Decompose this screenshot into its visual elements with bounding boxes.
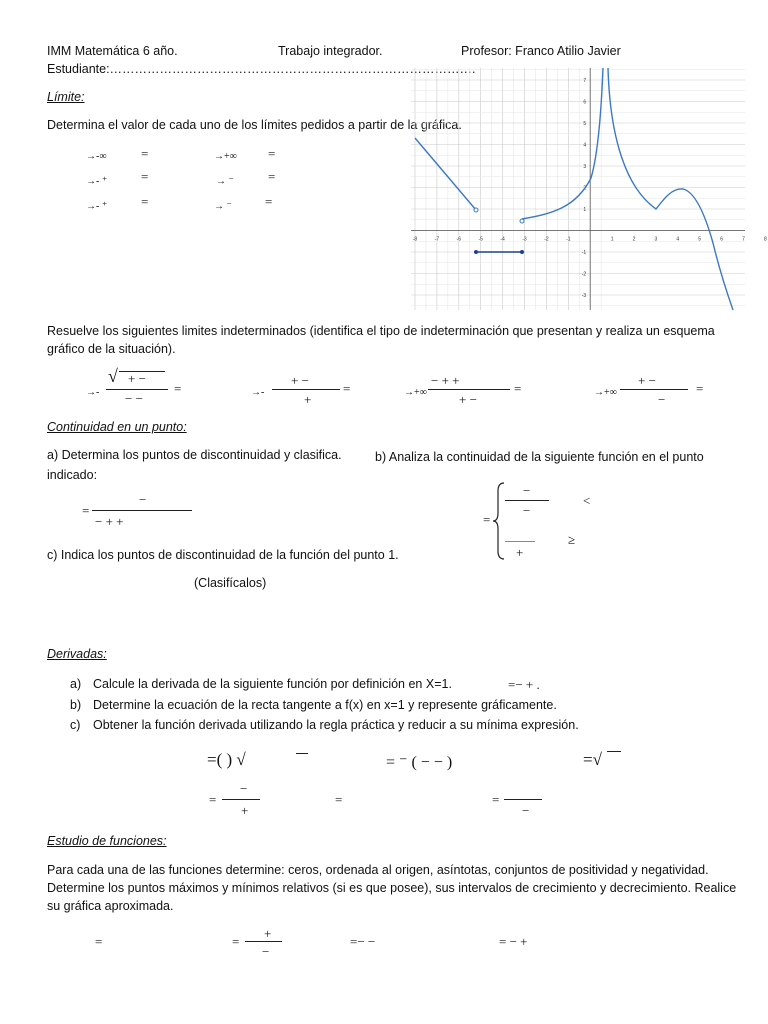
indet-3-arrow: →+∞	[404, 387, 427, 398]
cont-frac-num: −	[139, 492, 147, 507]
indet-2-eq: =	[343, 381, 351, 396]
x-tick-label: -1	[566, 236, 571, 243]
x-tick-label: 4	[676, 236, 680, 243]
student-line: Estudiante:…………………………………………………………………………….	[47, 62, 476, 76]
teacher-name: Profesor: Franco Atilio Javier	[461, 44, 621, 58]
piece-1-den: −	[523, 503, 531, 518]
limit-eq: =	[141, 194, 149, 209]
deriv-expr-1: =( ) √	[207, 750, 246, 769]
y-tick-label: 1	[583, 207, 587, 213]
indet-4-frac-bar	[620, 389, 688, 390]
limit-eq: =	[265, 194, 273, 209]
graph-open-point	[520, 219, 524, 223]
x-tick-label: 8	[764, 236, 767, 243]
course-title: IMM Matemática 6 año.	[47, 44, 178, 58]
indet-3-eq: =	[514, 381, 522, 396]
deriv-expr-4-den: +	[241, 803, 249, 818]
continuidad-b: b) Analiza la continuidad de la siguiente función en el punto indicado:	[47, 450, 704, 482]
derivadas-item-c: Obtener la función derivada utilizando la regla práctica y reducir a su mínima expresión.	[93, 718, 579, 732]
indet-1-eq: =	[174, 381, 182, 396]
x-tick-label: -8	[412, 236, 418, 243]
limit-arrow: →- ⁺	[86, 176, 108, 187]
indet-4-eq: =	[696, 381, 704, 396]
x-tick-label: -5	[478, 236, 483, 243]
x-tick-label: 3	[654, 236, 658, 243]
piece-1-cond: <	[583, 493, 591, 508]
limite-heading: Límite:	[47, 90, 85, 104]
limit-eq: =	[141, 146, 149, 161]
graph-open-point	[474, 208, 478, 212]
piecewise-brace	[492, 481, 506, 561]
cont-eq: =	[82, 503, 90, 518]
y-tick-label: -2	[581, 271, 587, 278]
estudio-expr-2-num: +	[264, 926, 272, 941]
indet-3-frac-bar	[428, 389, 510, 390]
graph-closed-point	[474, 250, 478, 254]
deriv-expr-6-den: −	[522, 803, 530, 818]
limit-eq: =	[268, 169, 276, 184]
x-tick-label: -4	[500, 236, 505, 243]
deriv-expr-5-eq: =	[335, 792, 343, 807]
limit-arrow: →- ⁺	[86, 201, 108, 212]
deriv-expr-3: =√	[583, 750, 602, 769]
graph-closed-point	[520, 250, 524, 254]
x-tick-label: 2	[632, 236, 636, 243]
deriv-expr-4-num: −	[240, 781, 248, 796]
estudio-expr-3: =− −	[350, 934, 376, 949]
y-tick-label: -3	[581, 293, 587, 299]
y-tick-label: 7	[583, 78, 587, 84]
derivadas-item-b: Determine la ecuación de la recta tangente a f(x) en x=1 y represente gráficamente.	[93, 698, 557, 712]
y-tick-label: 2	[583, 185, 587, 192]
indet-1-den: − −	[125, 391, 143, 406]
derivadas-heading: Derivadas:	[47, 647, 107, 661]
piece-1-bar	[505, 500, 549, 501]
cont-frac-den: − + +	[95, 514, 124, 529]
limite-instruction: Determina el valor de cada uno de los límites pedidos a partir de la gráfica.	[47, 118, 462, 132]
limit-arrow: →+∞	[214, 151, 237, 162]
indet-2-num: + −	[291, 373, 309, 388]
estudio-expr-4: = − +	[499, 934, 528, 949]
piecewise-eq: =	[483, 512, 491, 527]
indet-1-arrow: →-	[86, 387, 100, 398]
deriv-expr-2: = ⁻ ( − − )	[386, 754, 453, 771]
limit-arrow: →-∞	[86, 151, 107, 162]
continuidad-a: a) Determina los puntos de discontinuidad y clasifica.	[47, 448, 342, 462]
indet-2-arrow: →-	[251, 387, 265, 398]
cont-frac-bar	[92, 510, 192, 511]
y-tick-label: 5	[583, 121, 587, 127]
deriv-expr-4-bar	[222, 799, 260, 800]
estudio-heading: Estudio de funciones:	[47, 834, 167, 848]
piece-2-bar	[505, 541, 535, 542]
y-tick-label: -1	[581, 250, 587, 256]
function-graph	[411, 68, 767, 310]
x-tick-label: 1	[610, 236, 614, 243]
piece-2-cond: ≥	[568, 532, 576, 547]
estudio-expr-2-eq: =	[232, 934, 240, 949]
x-tick-label: -7	[434, 236, 440, 243]
derivadas-item-b-label: b)	[70, 698, 82, 712]
y-tick-label: 4	[583, 142, 587, 149]
x-tick-label: -3	[522, 236, 527, 243]
derivadas-item-a-label: a)	[70, 677, 82, 691]
graph-curve-left-line	[415, 138, 476, 210]
indet-2-frac-bar	[272, 389, 340, 390]
indet-1-sqrt: √	[108, 366, 118, 386]
estudio-expr-2-bar	[245, 941, 282, 942]
indet-4-arrow: →+∞	[594, 387, 617, 398]
estudio-expr-2-den: −	[262, 944, 270, 959]
indet-3-num: − + +	[431, 373, 460, 388]
limit-eq: =	[141, 169, 149, 184]
deriv-expr-6-bar	[504, 799, 542, 800]
indet-4-num: + −	[638, 373, 656, 388]
indet-instruction: Resuelve los siguientes limites indeterminados (identifica el tipo de indeterminación que presentan y realiza un esquema gráfico de la situación).	[47, 324, 715, 356]
deriv-expr-1-sqrt-bar	[296, 753, 308, 754]
graph-grid	[411, 68, 745, 310]
deriv-expr-4-eq: =	[209, 792, 217, 807]
indet-1-frac-bar	[106, 389, 168, 390]
estudio-expr-1: =	[95, 934, 103, 949]
y-tick-label: 6	[583, 99, 587, 106]
x-tick-label: 6	[720, 236, 723, 243]
indet-1-num: + −	[128, 371, 146, 386]
y-tick-label: 3	[583, 164, 587, 170]
continuidad-clasif: (Clasifícalos)	[194, 576, 267, 590]
continuidad-heading: Continuidad en un punto:	[47, 420, 187, 434]
x-tick-label: 5	[698, 236, 702, 243]
estudio-text: Para cada una de las funciones determine: ceros, ordenada al origen, asíntotas, conjuntos de positividad y negatividad. Determine los puntos máximos y mínimos relativos (si es que posee), sus intervalos de crecimiento y decrecimiento. Realice su gráfica aproximada.	[47, 863, 737, 913]
derivadas-item-a-expr: =− + .	[508, 677, 540, 692]
indet-3-den: + −	[459, 392, 477, 407]
indet-4-den: −	[658, 392, 666, 407]
piece-2-den: +	[516, 545, 524, 560]
limit-arrow: → ⁻	[216, 176, 234, 187]
deriv-expr-3-sqrt-bar	[607, 751, 621, 752]
continuidad-c: c) Indica los puntos de discontinuidad de la función del punto 1.	[47, 548, 399, 562]
limit-eq: =	[268, 146, 276, 161]
x-tick-label: 7	[742, 236, 745, 243]
piece-1-num: −	[523, 483, 531, 498]
derivadas-item-a: Calcule la derivada de la siguiente función por definición en X=1.	[93, 677, 452, 691]
indet-2-den: +	[304, 392, 312, 407]
limit-arrow: → ⁻	[214, 201, 232, 212]
assignment-title: Trabajo integrador.	[278, 44, 383, 58]
derivadas-item-c-label: c)	[70, 718, 81, 732]
deriv-expr-6-eq: =	[492, 792, 500, 807]
x-tick-label: -2	[544, 236, 549, 243]
x-tick-label: -6	[456, 236, 462, 243]
